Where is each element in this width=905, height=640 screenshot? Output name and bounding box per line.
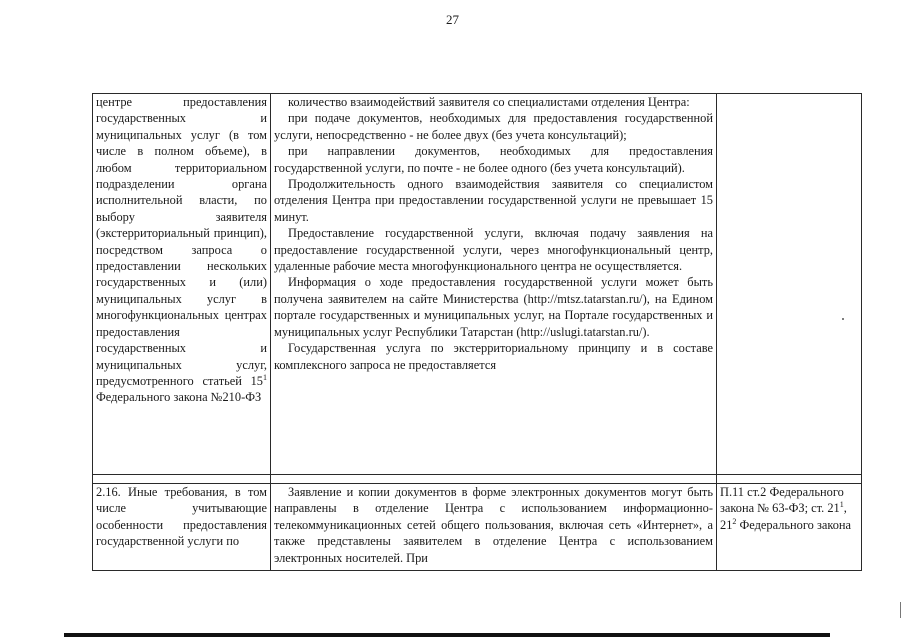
table-cell-reference xyxy=(717,484,862,571)
table-cell-content xyxy=(271,484,717,571)
subject-text: 2.16. Иные требования, в том числе учитывающие особенности предоставления государственной услуги по xyxy=(96,485,267,549)
paragraph: Заявление и копии документов в форме электронных документов могут быть направлены в отделение Центра с использованием информационно-телекоммуникационных сетей общего пользования, включая сеть «Интернет», а также представлены заявителем в отделение Центра с использованием электронных носителей. При xyxy=(274,485,713,565)
paragraph: Государственная услуга по экстерриториальному принципу и в составе комплексного запроса не предоставляется xyxy=(274,341,713,372)
table-cell-content xyxy=(271,94,717,475)
table-cell-subject xyxy=(93,484,271,571)
reference-text: П.11 ст.2 Федерального закона № 63-ФЗ; ст. 21 xyxy=(720,485,844,516)
paragraph: Информация о ходе предоставления государственной услуги может быть получена заявителем на сайте Министерства (http://mtsz.tatarstan.ru/), на Едином портале государственных и муниципальных услуг, на Портале государственных и муниципальных услуг Республики Татарстан (http://uslugi.tatarstan.ru/). xyxy=(274,275,713,339)
paragraph: количество взаимодействий заявителя со специалистами отделения Центра: xyxy=(288,95,690,109)
paragraph: Предоставление государственной услуги, включая подачу заявления на предоставление государственной услуги, через многофункциональный центр, удаленные рабочие места многофункционального центра не осуществляется. xyxy=(274,226,713,274)
footnote-superscript: 1 xyxy=(263,372,267,382)
bottom-rule xyxy=(64,633,830,637)
table-cell-subject xyxy=(93,94,271,475)
reference-text: , 21 xyxy=(720,501,847,532)
table-row xyxy=(93,484,862,571)
reference-text: Федерального закона xyxy=(736,517,852,532)
subject-text-tail: Федерального закона №210-ФЗ xyxy=(96,390,262,405)
requirements-table xyxy=(92,93,862,571)
scan-edge-mark xyxy=(900,602,901,618)
table-cell-reference xyxy=(717,94,862,475)
paragraph: при направлении документов, необходимых для предоставления государственной услуги, по почте - не более одного (без учета консультаций). xyxy=(274,144,713,175)
footnote-superscript: 1 xyxy=(839,500,844,510)
paragraph: Продолжительность одного взаимодействия заявителя со специалистом отделения Центра при предоставлении государственной услуги не превышает 15 минут. xyxy=(274,177,713,224)
footnote-superscript: 2 xyxy=(732,516,737,526)
page-number: 27 xyxy=(446,12,459,27)
table-row xyxy=(93,94,862,475)
subject-text: центре предоставления государственных и муниципальных услуг (в том числе в полном объеме), в любом территориальном подразделении органа исполнительной власти, по выбору заявителя (экстерриториальный принцип), посредством запроса о предоставлении нескольких государственных и (или) муниципальных услуг в многофункциональных центрах предоставления государственных и муниципальных услуг, предусмотренного статьей 15 xyxy=(96,95,267,388)
scan-speck xyxy=(842,318,844,320)
paragraph: при подаче документов, необходимых для предоставления государственной услуги, непосредственно - не более двух (без учета консультаций); xyxy=(274,111,713,142)
table-row-spacer xyxy=(93,475,862,484)
